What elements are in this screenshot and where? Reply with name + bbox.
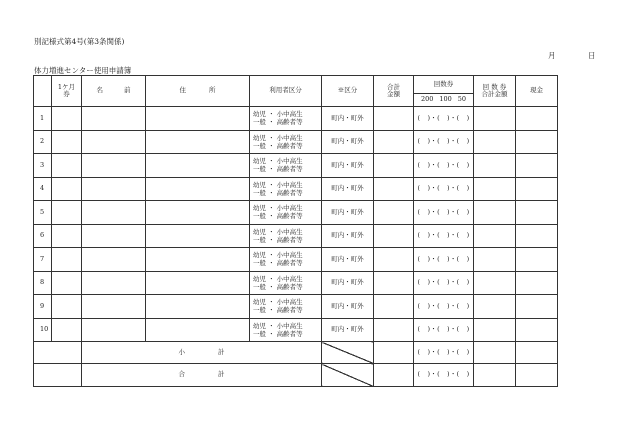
user-category-header: 利用者区分: [250, 76, 322, 107]
address-cell[interactable]: [146, 248, 250, 272]
day-label: 日: [588, 51, 596, 60]
category-line-2: 一般 ・ 高齢者等: [253, 306, 303, 315]
coupon-counts-cell[interactable]: ( )・( )・( ): [414, 248, 474, 272]
total-label: 合 計: [82, 364, 322, 387]
user-category-cell[interactable]: [250, 271, 322, 295]
category-line-2: 一般 ・ 高齢者等: [253, 212, 303, 221]
category-line-2: 一般 ・ 高齢者等: [253, 165, 303, 174]
category-line-1: 幼児 ・ 小中高生: [253, 204, 303, 213]
address-header: 住 所: [146, 76, 250, 107]
row-number: 4: [34, 177, 52, 201]
coupon-counts-cell[interactable]: ( )・( )・( ): [414, 130, 474, 154]
table-row: [34, 177, 598, 201]
user-category-cell[interactable]: [250, 295, 322, 319]
table-row: [34, 201, 598, 225]
row-number: 5: [34, 201, 52, 225]
total-amount-cell[interactable]: [374, 154, 414, 178]
ledger-title: 体力増進センター使用申請簿: [34, 66, 132, 75]
zone-cell[interactable]: 町内・町外: [322, 177, 374, 201]
pass-cell[interactable]: [52, 154, 82, 178]
category-line-1: 幼児 ・ 小中高生: [253, 321, 303, 330]
coupon-counts-cell[interactable]: ( )・( )・( ): [414, 295, 474, 319]
coupon-counts-cell[interactable]: ( )・( )・( ): [414, 271, 474, 295]
name-cell[interactable]: [82, 271, 146, 295]
pass-cell[interactable]: [52, 201, 82, 225]
form-number-label: 別記様式第4号(第3条関係): [34, 37, 125, 46]
pass-header: 1ケ月 券: [52, 76, 82, 107]
coupon-counts-cell[interactable]: ( )・( )・( ): [414, 154, 474, 178]
total-amount-header: 合計 金額: [374, 76, 414, 107]
row-number: 10: [34, 318, 52, 342]
name-cell[interactable]: [82, 177, 146, 201]
total-coupon-total[interactable]: [474, 364, 516, 387]
name-cell[interactable]: [82, 107, 146, 131]
coupon-total-cell[interactable]: [474, 224, 516, 248]
user-category-cell[interactable]: [250, 177, 322, 201]
address-cell[interactable]: [146, 224, 250, 248]
row-number: 2: [34, 130, 52, 154]
row-number: 9: [34, 295, 52, 319]
row-number: 6: [34, 224, 52, 248]
cash-cell[interactable]: [516, 107, 558, 131]
month-label: 月: [548, 51, 556, 60]
category-line-2: 一般 ・ 高齢者等: [253, 141, 303, 150]
coupon-total-cell[interactable]: [474, 107, 516, 131]
cash-cell[interactable]: [516, 130, 558, 154]
zone-cell[interactable]: 町内・町外: [322, 248, 374, 272]
subtotal-amount[interactable]: [374, 342, 414, 364]
total-amount-cell[interactable]: [374, 224, 414, 248]
zone-cell[interactable]: 町内・町外: [322, 154, 374, 178]
category-line-1: 幼児 ・ 小中高生: [253, 133, 303, 142]
coupon-counts-cell[interactable]: ( )・( )・( ): [414, 177, 474, 201]
zone-cell[interactable]: 町内・町外: [322, 224, 374, 248]
name-cell[interactable]: [82, 295, 146, 319]
coupon-total-cell[interactable]: [474, 295, 516, 319]
cash-cell[interactable]: [516, 271, 558, 295]
zone-cell[interactable]: 町内・町外: [322, 318, 374, 342]
user-category-cell[interactable]: [250, 248, 322, 272]
row-number: 7: [34, 248, 52, 272]
user-category-cell[interactable]: [250, 107, 322, 131]
address-cell[interactable]: [146, 107, 250, 131]
user-category-cell[interactable]: [250, 318, 322, 342]
subtotal-zone-slash: [322, 342, 374, 364]
category-line-2: 一般 ・ 高齢者等: [253, 118, 303, 127]
category-line-1: 幼児 ・ 小中高生: [253, 298, 303, 307]
category-line-2: 一般 ・ 高齢者等: [253, 259, 303, 268]
subtotal-blank: [34, 342, 82, 364]
name-cell[interactable]: [82, 224, 146, 248]
address-cell[interactable]: [146, 177, 250, 201]
total-amount-cell[interactable]: [374, 130, 414, 154]
table-row: [34, 271, 598, 295]
address-cell[interactable]: [146, 318, 250, 342]
total-amount-cell[interactable]: [374, 271, 414, 295]
row-number: 3: [34, 154, 52, 178]
total-amount-cell[interactable]: [374, 107, 414, 131]
coupon-counts-cell[interactable]: ( )・( )・( ): [414, 224, 474, 248]
total-amount-cell[interactable]: [374, 248, 414, 272]
cash-header: 現金: [516, 76, 558, 107]
address-cell[interactable]: [146, 154, 250, 178]
total-amount[interactable]: [374, 364, 414, 387]
total-amount-cell[interactable]: [374, 295, 414, 319]
category-line-2: 一般 ・ 高齢者等: [253, 235, 303, 244]
cash-cell[interactable]: [516, 295, 558, 319]
total-cash[interactable]: [516, 364, 558, 387]
coupon-total-cell[interactable]: [474, 177, 516, 201]
coupon-counts-cell[interactable]: ( )・( )・( ): [414, 107, 474, 131]
coupon-total-cell[interactable]: [474, 130, 516, 154]
total-amount-cell[interactable]: [374, 318, 414, 342]
total-amount-cell[interactable]: [374, 201, 414, 225]
cash-cell[interactable]: [516, 318, 558, 342]
coupon-denominations: 200 100 50: [414, 94, 474, 107]
coupon-counts-cell[interactable]: ( )・( )・( ): [414, 201, 474, 225]
total-amount-cell[interactable]: [374, 177, 414, 201]
user-category-cell[interactable]: [250, 130, 322, 154]
coupon-total-header: 回 数 券 合計金額: [474, 76, 516, 107]
pass-cell[interactable]: [52, 271, 82, 295]
table-row: [34, 248, 598, 272]
category-line-1: 幼児 ・ 小中高生: [253, 251, 303, 260]
zone-cell[interactable]: 町内・町外: [322, 107, 374, 131]
table-row: [34, 318, 598, 342]
total-zone-slash: [322, 364, 374, 387]
zone-cell[interactable]: 町内・町外: [322, 130, 374, 154]
address-cell[interactable]: [146, 201, 250, 225]
total-coupon-counts[interactable]: ( )・( )・( ): [414, 364, 474, 387]
pass-cell[interactable]: [52, 318, 82, 342]
name-cell[interactable]: [82, 318, 146, 342]
pass-cell[interactable]: [52, 224, 82, 248]
pass-cell[interactable]: [52, 248, 82, 272]
cash-cell[interactable]: [516, 177, 558, 201]
table-row: [34, 295, 598, 319]
pass-cell[interactable]: [52, 177, 82, 201]
subtotal-coupon-total[interactable]: [474, 342, 516, 364]
category-line-1: 幼児 ・ 小中高生: [253, 110, 303, 119]
coupon-header: 回数券: [414, 76, 474, 94]
subtotal-cash[interactable]: [516, 342, 558, 364]
subtotal-coupon-counts[interactable]: ( )・( )・( ): [414, 342, 474, 364]
address-cell[interactable]: [146, 271, 250, 295]
name-cell[interactable]: [82, 201, 146, 225]
zone-cell[interactable]: 町内・町外: [322, 295, 374, 319]
row-number-header: [34, 76, 52, 107]
user-category-cell[interactable]: [250, 201, 322, 225]
coupon-total-cell[interactable]: [474, 318, 516, 342]
cash-cell[interactable]: [516, 154, 558, 178]
address-cell[interactable]: [146, 130, 250, 154]
pass-cell[interactable]: [52, 107, 82, 131]
row-number: 1: [34, 107, 52, 131]
zone-cell[interactable]: 町内・町外: [322, 201, 374, 225]
row-number: 8: [34, 271, 52, 295]
table-row: [34, 154, 598, 178]
category-line-1: 幼児 ・ 小中高生: [253, 157, 303, 166]
cash-cell[interactable]: [516, 201, 558, 225]
total-row: [34, 364, 598, 387]
user-category-cell[interactable]: [250, 154, 322, 178]
coupon-total-cell[interactable]: [474, 248, 516, 272]
pass-cell[interactable]: [52, 295, 82, 319]
user-category-cell[interactable]: [250, 224, 322, 248]
zone-cell[interactable]: 町内・町外: [322, 271, 374, 295]
pass-cell[interactable]: [52, 130, 82, 154]
table-row: [34, 107, 598, 131]
cash-cell[interactable]: [516, 224, 558, 248]
category-line-2: 一般 ・ 高齢者等: [253, 329, 303, 338]
category-line-2: 一般 ・ 高齢者等: [253, 188, 303, 197]
name-header: 名 前: [82, 76, 146, 107]
category-line-1: 幼児 ・ 小中高生: [253, 274, 303, 283]
coupon-total-cell[interactable]: [474, 271, 516, 295]
category-line-2: 一般 ・ 高齢者等: [253, 282, 303, 291]
subtotal-label: 小 計: [82, 342, 322, 364]
table-row: [34, 224, 598, 248]
usage-application-table: [33, 75, 598, 387]
table-row: [34, 130, 598, 154]
name-cell[interactable]: [82, 154, 146, 178]
category-line-1: 幼児 ・ 小中高生: [253, 227, 303, 236]
coupon-total-cell[interactable]: [474, 154, 516, 178]
name-cell[interactable]: [82, 130, 146, 154]
coupon-total-cell[interactable]: [474, 201, 516, 225]
cash-cell[interactable]: [516, 248, 558, 272]
name-cell[interactable]: [82, 248, 146, 272]
category-line-1: 幼児 ・ 小中高生: [253, 180, 303, 189]
total-blank: [34, 364, 82, 387]
subtotal-row: [34, 342, 598, 364]
address-cell[interactable]: [146, 295, 250, 319]
coupon-counts-cell[interactable]: ( )・( )・( ): [414, 318, 474, 342]
zone-header: ※区分: [322, 76, 374, 107]
